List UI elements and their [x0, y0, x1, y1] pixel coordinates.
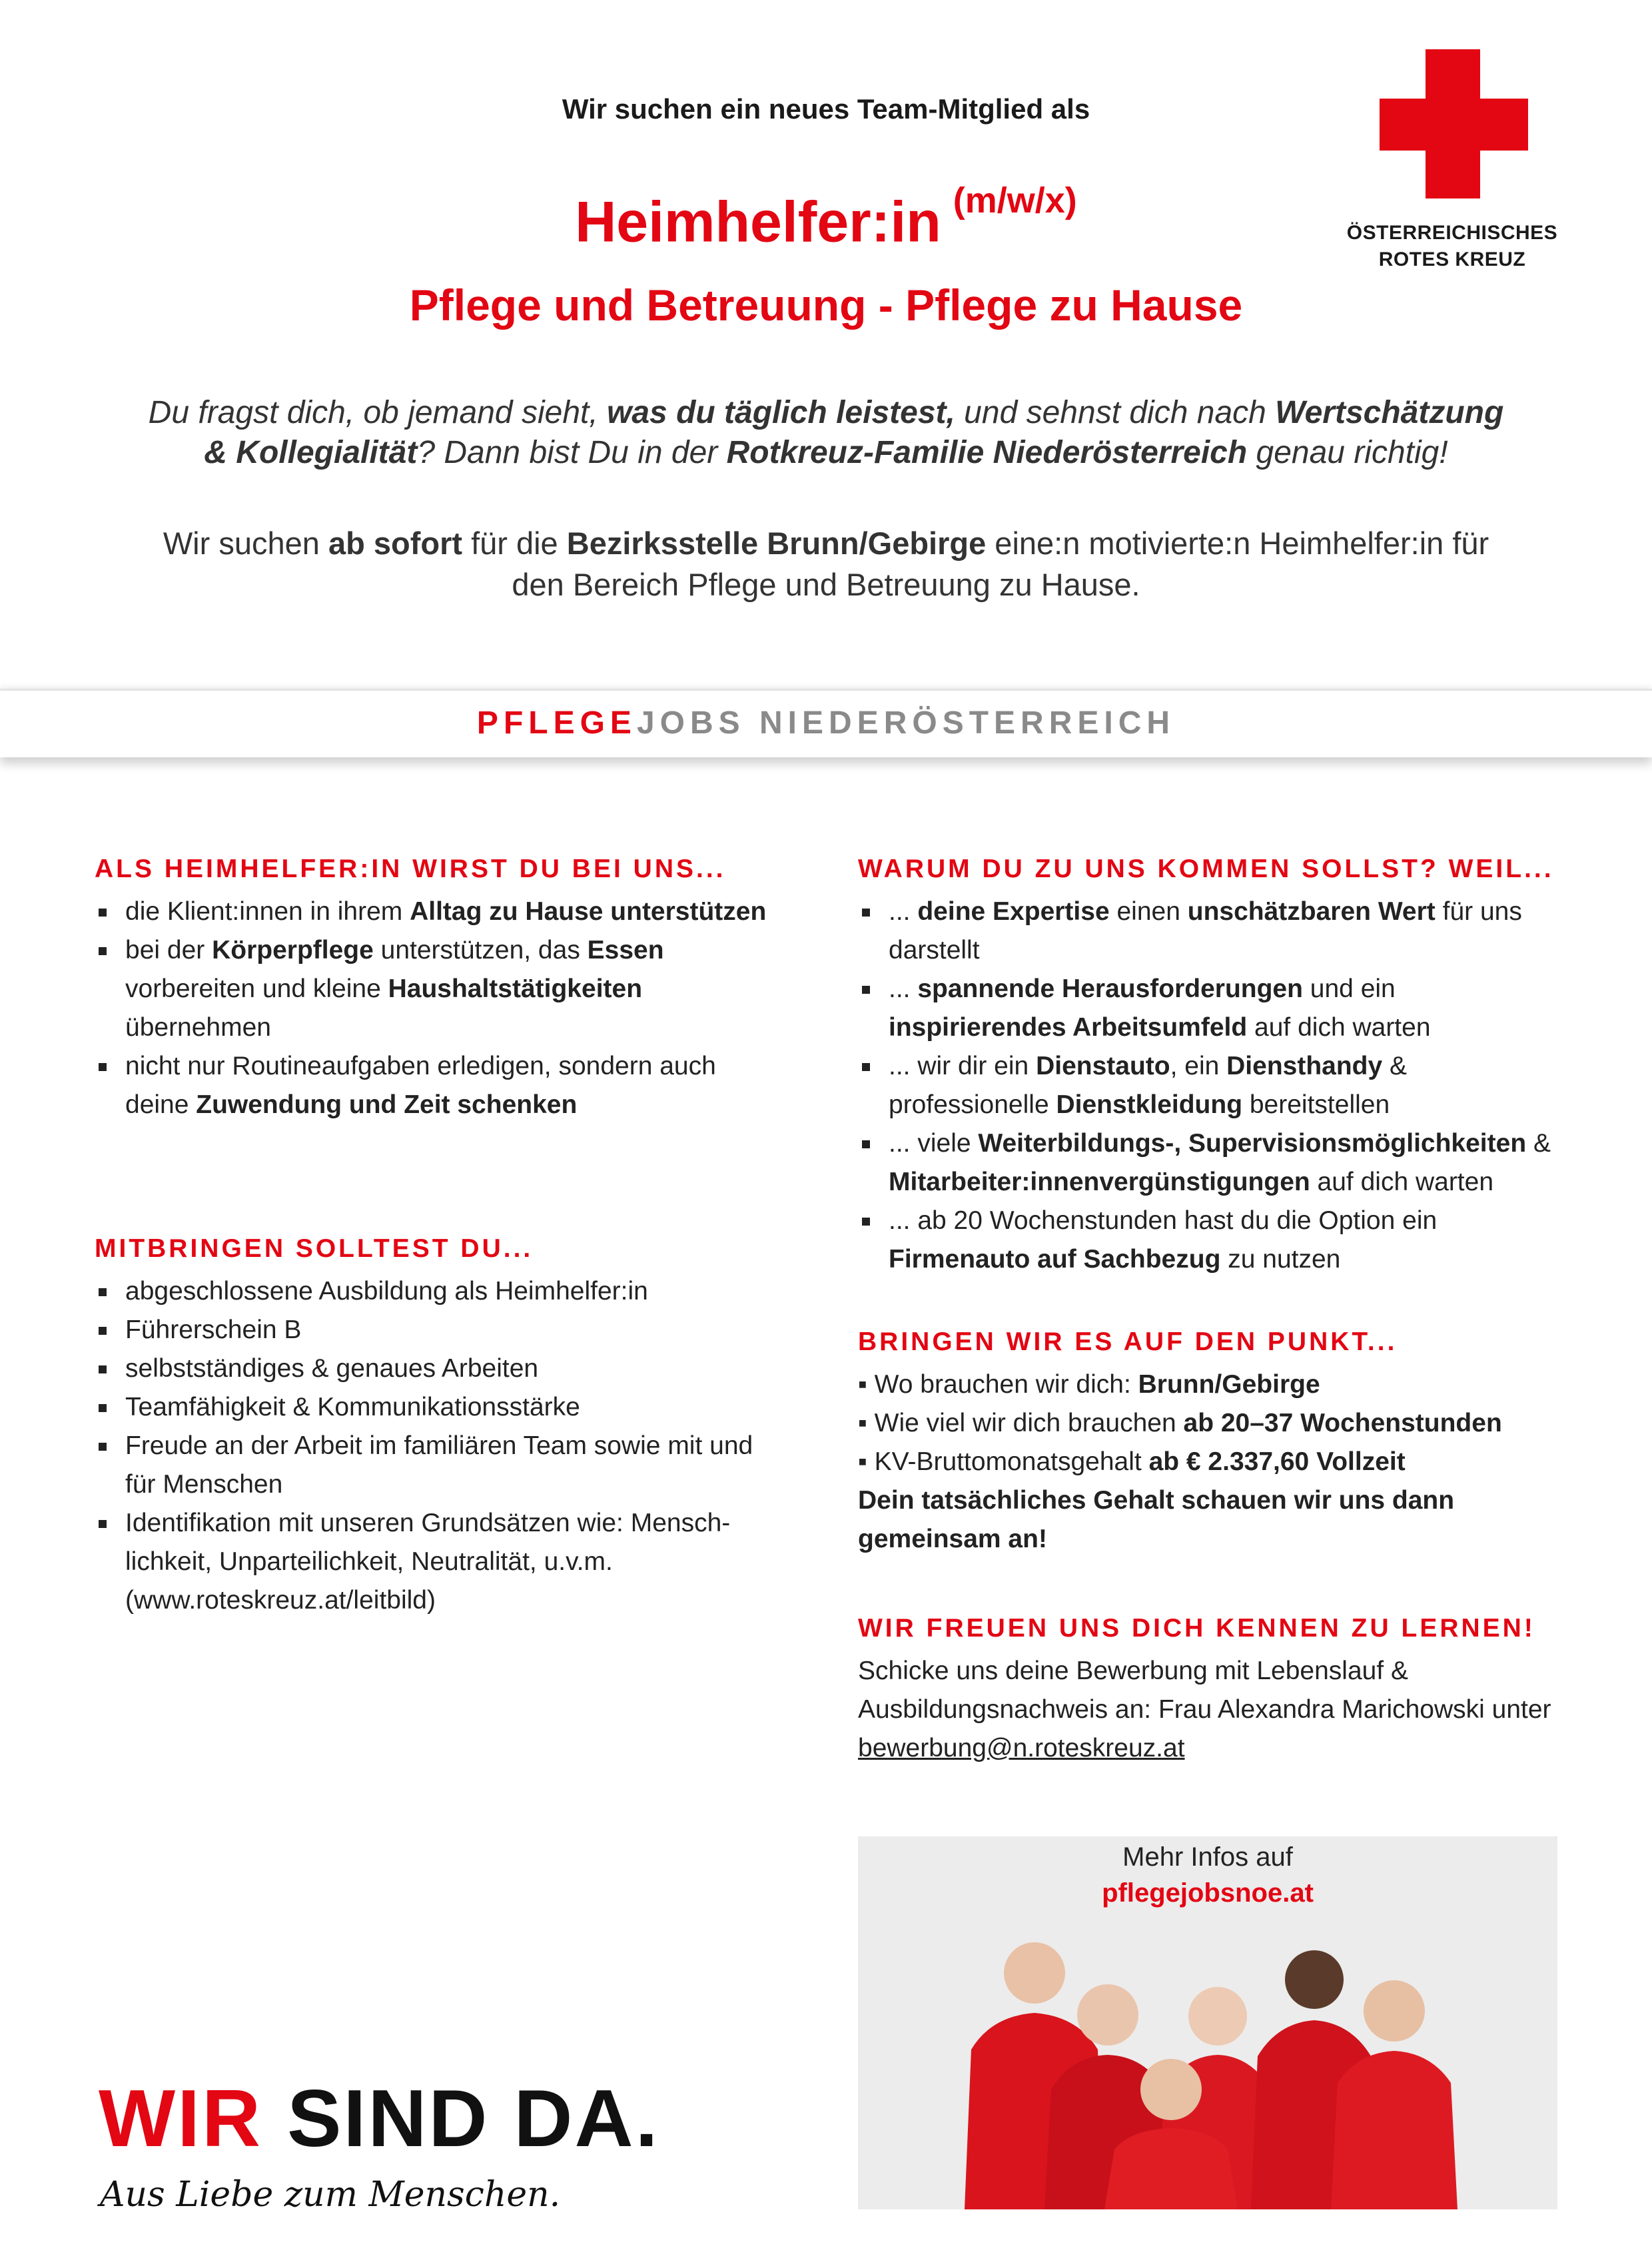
fact-text: ▪ Wo brauchen wir dich:: [858, 1370, 1138, 1399]
item-bold: Zuwendung und Zeit schenken: [196, 1090, 578, 1119]
email-link[interactable]: bewerbung@n.roteskreuz.at: [858, 1734, 1185, 1762]
tagline: Aus Liebe zum Menschen.: [100, 2175, 561, 2215]
fact-bold: ab € 2.337,60 Vollzeit: [1148, 1447, 1406, 1476]
gender-suffix: (m/w/x): [953, 181, 1077, 220]
item-bold: Alltag zu Hause unterstützen: [410, 897, 767, 926]
position-bold: ab sofort: [328, 526, 463, 561]
position-text: eine:n motivierte:n Heimhelfer:in für den Bereich Pflege und Betreuung zu Hause.: [512, 526, 1489, 602]
item-bold: spannende Herausforderungen: [917, 974, 1303, 1003]
item-bold: Diensthandy: [1226, 1052, 1383, 1080]
item-bold: Körperpflege: [212, 936, 374, 964]
item-bold: Haushaltstätigkeiten: [388, 974, 643, 1003]
benefits-section: [858, 853, 1564, 1279]
intro-text: und sehnst dich nach: [955, 395, 1276, 430]
item-text: ... ab 20 Wochenstunden hast du die Option ein: [889, 1206, 1438, 1235]
position-bold: Bezirksstelle Brunn/Gebirge: [566, 526, 987, 561]
item-bold: deine Expertise: [917, 897, 1110, 926]
red-cross-icon: [1380, 99, 1528, 151]
photo-caption: Mehr Infos auf: [1122, 1842, 1293, 1872]
banner-title-gray: JOBS NIEDERÖSTERREICH: [636, 705, 1176, 741]
slogan: [99, 2072, 660, 2165]
position-text: für die: [462, 526, 567, 561]
list-item: [95, 893, 774, 931]
list-item: Freude an der Arbeit im familiären Team sowie mit und für Menschen: [95, 1427, 781, 1504]
intro-text: Du fragst dich, ob jemand sieht,: [148, 395, 608, 430]
section-heading: ALS HEIMHELFER:IN WIRST DU BEI UNS...: [95, 855, 726, 883]
item-text: vorbereiten und kleine: [125, 974, 388, 1003]
fact-bold: ab 20–37 Wochenstunden: [1183, 1409, 1502, 1437]
item-text: für uns darstellt: [889, 897, 1522, 964]
job-title-text: Heimhelfer:in: [575, 190, 941, 254]
list-item: [858, 970, 1564, 1047]
item-bold: Dienstkleidung: [1056, 1090, 1243, 1119]
logo-wordmark: [1322, 220, 1582, 273]
item-text: und ein: [1302, 974, 1396, 1003]
fact-text: ▪ Wie viel wir dich brauchen: [858, 1409, 1184, 1437]
item-text: nicht nur Routineaufgaben erledigen, sondern auch deine: [125, 1052, 716, 1119]
item-text: ... wir dir ein: [889, 1052, 1036, 1080]
contact-section: [858, 1612, 1564, 1768]
item-text: zu nutzen: [1220, 1245, 1341, 1274]
intro-paragraph: [133, 393, 1519, 473]
item-text: auf dich warten: [1247, 1013, 1431, 1042]
contact-body: Schicke uns deine Bewerbung mit Lebenslauf & Ausbildungsnachweis an: Frau Alexandra Marichowski unter: [858, 1657, 1551, 1724]
contact-text: [858, 1652, 1564, 1768]
item-bold: Dienstauto: [1036, 1052, 1170, 1080]
intro-bold: Wertschätzung & Kollegialität: [204, 395, 1504, 470]
list-item: [858, 1202, 1564, 1279]
item-bold: Firmenauto auf Sachbezug: [889, 1245, 1221, 1274]
item-bold: Mitarbeiter:innenvergünstigungen: [889, 1168, 1310, 1196]
item-bold: Essen: [587, 936, 664, 964]
item-text: bei der: [125, 936, 212, 964]
list-item: [858, 1047, 1564, 1124]
section-heading: MITBRINGEN SOLLTEST DU...: [95, 1234, 534, 1263]
list-item: Identifikation mit unseren Grundsätzen wie: Mensch-lichkeit, Unparteilichkeit, Neutralität, u.v.m. (www.roteskreuz.at/leitbild): [95, 1504, 781, 1620]
list-item: Teamfähigkeit & Kommunikationsstärke: [95, 1388, 781, 1427]
list-item: Führerschein B: [95, 1311, 781, 1349]
section-heading: BRINGEN WIR ES AUF DEN PUNKT...: [858, 1327, 1398, 1356]
item-text: die Klient:innen in ihrem: [125, 897, 410, 926]
fact-salary: [858, 1443, 1564, 1481]
logo-line: ROTES KREUZ: [1378, 248, 1526, 270]
item-text: ... viele: [889, 1129, 979, 1158]
item-text: auf dich warten: [1310, 1168, 1494, 1196]
item-bold: inspirierendes Arbeitsumfeld: [889, 1013, 1248, 1042]
position-paragraph: [133, 523, 1519, 605]
item-text: & professionelle: [889, 1052, 1408, 1119]
tasks-section: [95, 853, 774, 1124]
item-text: ...: [889, 974, 918, 1003]
item-bold: unschätzbaren Wert: [1187, 897, 1436, 926]
banner-title-red: PFLEGE: [476, 705, 637, 741]
item-text: unterstützen, das: [373, 936, 588, 964]
item-text: &: [1526, 1129, 1551, 1158]
banner-title: [0, 705, 1652, 741]
logo-line: ÖSTERREICHISCHES: [1346, 222, 1558, 244]
list-item: [858, 893, 1564, 970]
kicker-text: Wir suchen ein neues Team-Mitglied als: [562, 93, 1090, 125]
section-heading: WIR FREUEN UNS DICH KENNEN ZU LERNEN!: [858, 1614, 1535, 1643]
list-item: [95, 1047, 774, 1124]
fact-hours: [858, 1404, 1564, 1443]
intro-bold: was du täglich leistest,: [607, 395, 955, 430]
item-text: ...: [889, 897, 918, 926]
section-heading: WARUM DU ZU UNS KOMMEN SOLLST? WEIL...: [858, 855, 1554, 883]
item-text: einen: [1109, 897, 1188, 926]
slogan-black: SIND DA.: [287, 2073, 660, 2163]
position-text: Wir suchen: [163, 526, 328, 561]
list-item: [858, 1124, 1564, 1202]
intro-text: genau richtig!: [1247, 435, 1448, 470]
fact-bold: Brunn/Gebirge: [1138, 1370, 1320, 1399]
intro-bold: Rotkreuz-Familie Niederösterreich: [726, 435, 1248, 470]
salary-note: Dein tatsächliches Gehalt schauen wir uns dann gemeinsam an!: [858, 1486, 1455, 1553]
list-item: [95, 931, 774, 1047]
job-subtitle: Pflege und Betreuung - Pflege zu Hause: [409, 280, 1243, 330]
requirements-section: [95, 1232, 781, 1620]
list-item: abgeschlossene Ausbildung als Heimhelfer:in: [95, 1272, 781, 1311]
key-facts-section: [858, 1325, 1564, 1559]
item-text: , ein: [1170, 1052, 1227, 1080]
list-item: selbstständiges & genaues Arbeiten: [95, 1349, 781, 1388]
fact-location: [858, 1365, 1564, 1404]
intro-text: ? Dann bist Du in der: [417, 435, 727, 470]
item-text: bereitstellen: [1242, 1090, 1390, 1119]
item-bold: Weiterbildungs-, Supervisionsmöglichkeiten: [978, 1129, 1527, 1158]
item-text: übernehmen: [125, 1013, 271, 1042]
fact-text: ▪ KV-Bruttomonatsgehalt: [858, 1447, 1149, 1476]
website-link[interactable]: pflegejobsnoe.at: [1102, 1878, 1314, 1908]
slogan-red: WIR: [99, 2073, 263, 2163]
